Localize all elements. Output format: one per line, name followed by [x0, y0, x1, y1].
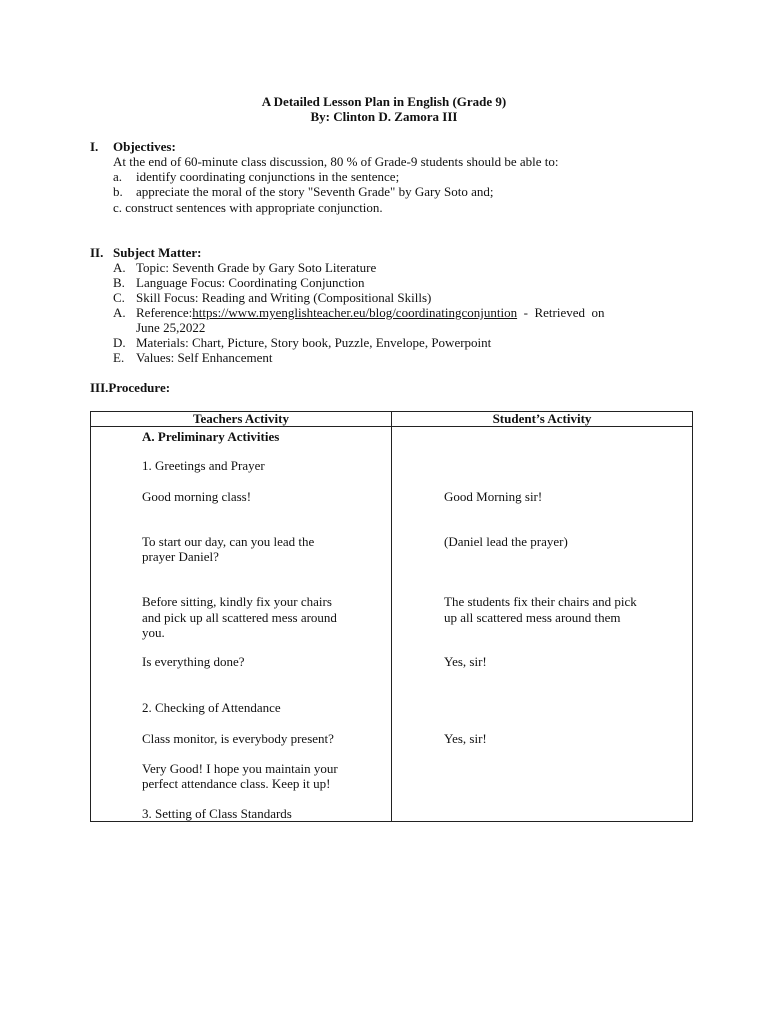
objective-item-text: identify coordinating conjunctions in the sentence;	[136, 169, 400, 184]
teacher-line: Good morning class!	[142, 489, 252, 504]
reference-date: June 25,2022	[136, 320, 206, 335]
subject-item-label: A.	[113, 260, 126, 275]
subject-item-text: Language Focus: Coordinating Conjunction	[136, 275, 365, 290]
objective-item-text: appreciate the moral of the story "Seventh Grade" by Gary Soto and;	[136, 184, 494, 199]
table-row	[91, 427, 693, 822]
subject-item-label: B.	[113, 275, 125, 290]
student-line: (Daniel lead the prayer)	[444, 534, 568, 549]
greetings-step: 1. Greetings and Prayer	[142, 458, 265, 473]
preliminary-activities-heading: A. Preliminary Activities	[142, 429, 280, 444]
teacher-line: Is everything done?	[142, 654, 245, 669]
subject-item-text: Values: Self Enhancement	[136, 350, 273, 365]
subject-item-reference	[113, 305, 605, 320]
teacher-line: To start our day, can you lead the	[142, 534, 315, 549]
subject-item-label: A.	[113, 305, 126, 320]
document-author: By: Clinton D. Zamora III	[310, 109, 458, 124]
objectives-number: I.	[90, 139, 99, 154]
subject-item	[113, 260, 376, 275]
teacher-line: perfect attendance class. Keep it up!	[142, 776, 331, 791]
subject-matter-number: II.	[90, 245, 104, 260]
objective-item	[113, 184, 494, 199]
teacher-line: prayer Daniel?	[142, 549, 219, 564]
objective-item-label: c.	[113, 200, 123, 215]
reference-suffix: - Retrieved on	[517, 305, 605, 320]
procedure-table	[90, 411, 693, 822]
class-standards-step: 3. Setting of Class Standards	[142, 806, 292, 821]
procedure-heading: III.Procedure:	[90, 380, 171, 395]
document-title: A Detailed Lesson Plan in English (Grade 9)	[261, 94, 507, 109]
student-activity-cell	[392, 427, 693, 822]
objective-item-label: a.	[113, 169, 123, 184]
reference-prefix: Reference:	[136, 305, 193, 320]
subject-item-label: C.	[113, 290, 125, 305]
teacher-line: Before sitting, kindly fix your chairs	[142, 594, 332, 609]
subject-item-text: Skill Focus: Reading and Writing (Compositional Skills)	[136, 290, 432, 305]
subject-item	[113, 335, 491, 350]
objective-item-label: b.	[113, 184, 123, 199]
teacher-line: Very Good! I hope you maintain your	[142, 761, 338, 776]
subject-item-label: D.	[113, 335, 126, 350]
teacher-line: you.	[142, 625, 165, 640]
teacher-line: and pick up all scattered mess around	[142, 610, 337, 625]
student-line: up all scattered mess around them	[444, 610, 621, 625]
subject-item	[113, 350, 272, 365]
objective-item	[113, 200, 383, 215]
subject-matter-heading	[90, 245, 201, 260]
teacher-line: Class monitor, is everybody present?	[142, 731, 334, 746]
objectives-heading-text: Objectives:	[113, 139, 176, 154]
reference-link[interactable]: https://www.myenglishteacher.eu/blog/coordinatingconjuntion	[192, 305, 518, 320]
teacher-activity-cell	[91, 427, 392, 822]
subject-item-text: Materials: Chart, Picture, Story book, Puzzle, Envelope, Powerpoint	[136, 335, 492, 350]
objective-item-text: construct sentences with appropriate conjunction.	[125, 200, 383, 215]
student-line: The students fix their chairs and pick	[444, 594, 637, 609]
objectives-heading	[90, 139, 176, 154]
objective-item	[113, 169, 399, 184]
teacher-column-header: Teachers Activity	[91, 412, 392, 427]
student-column-header: Student’s Activity	[392, 412, 693, 427]
subject-item-text: Topic: Seventh Grade by Gary Soto Literature	[136, 260, 377, 275]
student-line: Yes, sir!	[444, 654, 487, 669]
subject-item-label: E.	[113, 350, 125, 365]
table-header-row	[91, 412, 693, 427]
subject-item	[113, 290, 431, 305]
objectives-intro: At the end of 60-minute class discussion, 80 % of Grade-9 students should be able to:	[113, 154, 559, 169]
student-line: Yes, sir!	[444, 731, 487, 746]
attendance-step: 2. Checking of Attendance	[142, 700, 281, 715]
subject-matter-heading-text: Subject Matter:	[113, 245, 202, 260]
student-line: Good Morning sir!	[444, 489, 543, 504]
subject-item	[113, 275, 365, 290]
